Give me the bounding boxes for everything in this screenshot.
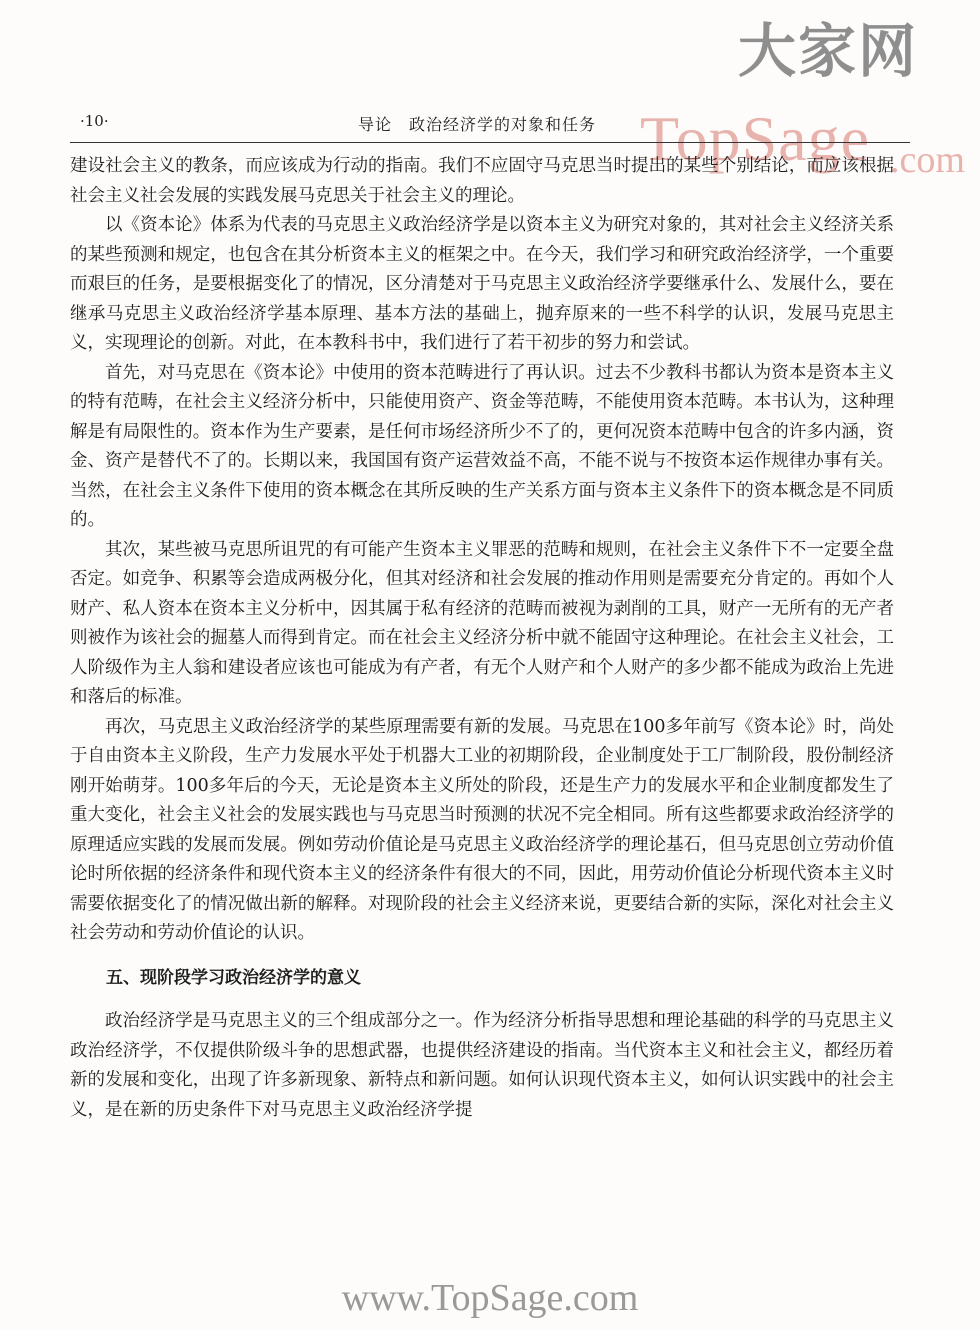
paragraph: 再次，马克思主义政治经济学的某些原理需要有新的发展。马克思在100多年前写《资本论》时，尚处于自由资本主义阶段，生产力发展水平处于机器大工业的初期阶段，企业制度处于工厂制阶段，股份制经济刚开始萌芽。100多年后的今天，无论是资本主义所处的阶段，还是生产力的发展水平和企业制度都发生了重大变化，社会主义社会的发展实践也与马克思当时预测的状况不完全相同。所有这些都要求政治经济学的原理适应实践的发展而发展。例如劳动价值论是马克思主义政治经济学的理论基石，但马克思创立劳动价值论时所依据的经济条件和现代资本主义的经济条件有很大的不同，因此，用劳动价值论分析现代资本主义时需要依据变化了的情况做出新的解释。对现阶段的社会主义经济来说，更要结合新的实际，深化对社会主义社会劳动和劳动价值论的认识。	[70, 716, 894, 943]
page-header	[70, 112, 910, 143]
paragraph: 政治经济学是马克思主义的三个组成部分之一。作为经济分析指导思想和理论基础的科学的马克思主义政治经济学，不仅提供阶级斗争的思想武器，也提供经济建设的指南。当代资本主义和社会主义，都经历着新的发展和变化，出现了许多新现象、新特点和新问题。如何认识现代资本主义，如何认识实践中的社会主义，是在新的历史条件下对马克思主义政治经济学提	[70, 1011, 894, 1120]
paragraph-continued: 建设社会主义的教条，而应该成为行动的指南。我们不应固守马克思当时提出的某些个别结论，而应该根据社会主义社会发展的实践发展马克思关于社会主义的理论。	[70, 156, 894, 206]
section-heading: 五、现阶段学习政治经济学的意义	[106, 967, 361, 988]
running-head: 导论 政治经济学的对象和任务	[358, 115, 597, 134]
footer-watermark: www.TopSage.com	[341, 1277, 639, 1319]
watermark-logo-english: TopSage	[640, 103, 871, 174]
page-body	[70, 152, 894, 1125]
paragraph: 以《资本论》体系为代表的马克思主义政治经济学是以资本主义为研究对象的，其对社会主义经济关系的某些预测和规定，也包含在其分析资本主义的框架之中。在今天，我们学习和研究政治经济学，一个重要而艰巨的任务，是要根据变化了的情况，区分清楚对于马克思主义政治经济学要继承什么、发展什么，要在继承马克思主义政治经济学基本原理、基本方法的基础上，抛弃原来的一些不科学的认识，发展马克思主义，实现理论的创新。对此，在本教科书中，我们进行了若干初步的努力和尝试。	[70, 215, 894, 353]
page-number: ·10·	[80, 112, 109, 130]
watermark-logo-chinese: 大家网	[738, 17, 919, 85]
paragraph: 其次，某些被马克思所诅咒的有可能产生资本主义罪恶的范畴和规则，在社会主义条件下不一定要全盘否定。如竞争、积累等会造成两极分化，但其对经济和社会发展的推动作用则是需要充分肯定的。再如个人财产、私人资本在资本主义分析中，因其属于私有经济的范畴而被视为剥削的工具，财产一无所有的无产者则被作为该社会的掘墓人而得到肯定。而在社会主义经济分析中就不能固守这种理论。在社会主义社会，工人阶级作为主人翁和建设者应该也可能成为有产者，有无个人财产和个人财产的多少都不能成为政治上先进和落后的标准。	[70, 539, 894, 707]
paragraph: 首先，对马克思在《资本论》中使用的资本范畴进行了再认识。过去不少教科书都认为资本是资本主义的特有范畴，在社会主义经济分析中，只能使用资产、资金等范畴，不能使用资本范畴。本书认为，这种理解是有局限性的。资本作为生产要素，是任何市场经济所少不了的，更何况资本范畴中包含的许多内涵，资金、资产是替代不了的。长期以来，我国国有资产运营效益不高，不能不说与不按资本运作规律办事有关。当然，在社会主义条件下使用的资本概念在其所反映的生产关系方面与资本主义条件下的资本概念是不同质的。	[70, 362, 894, 530]
watermark-logo-domain: .com	[890, 139, 965, 181]
